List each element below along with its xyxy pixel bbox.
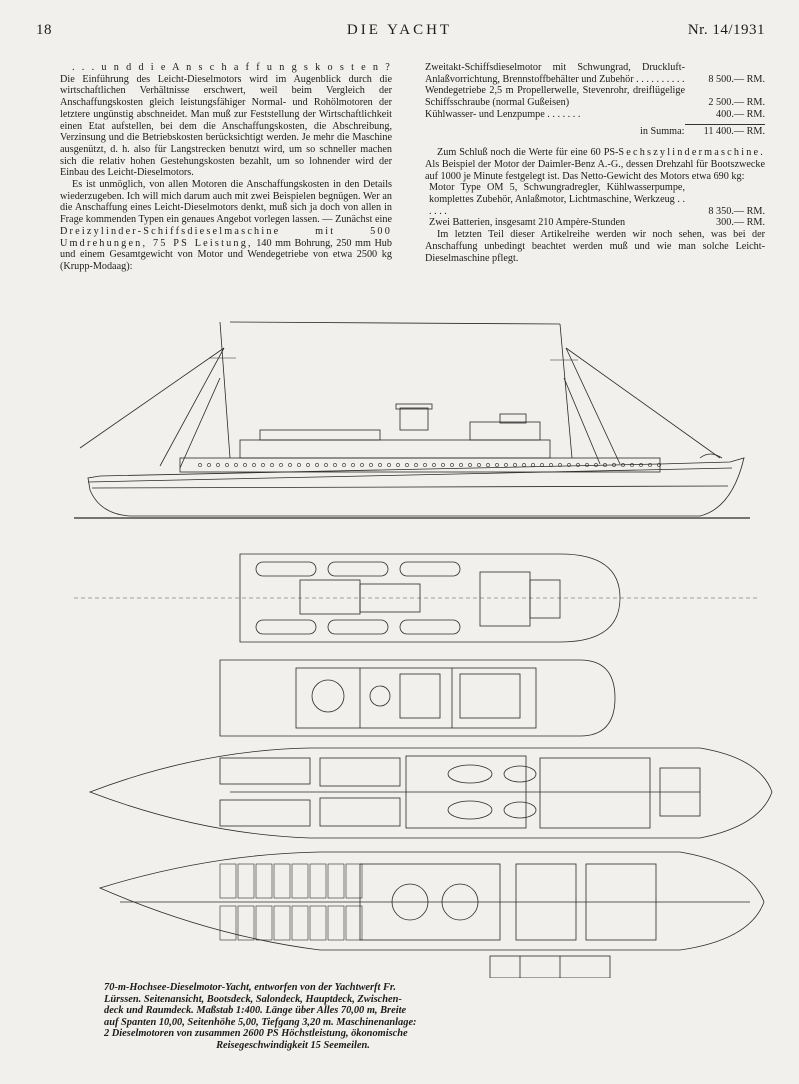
porthole (459, 463, 462, 466)
porthole (432, 463, 435, 466)
cost-amount: 8 350.— RM. (708, 205, 765, 217)
main-deck-plan (90, 748, 772, 838)
left-column (60, 62, 392, 273)
porthole (270, 463, 273, 466)
porthole (414, 463, 417, 466)
sum-amount: 11 400.— RM. (703, 125, 765, 137)
cost-list-krupp (425, 62, 765, 121)
porthole (441, 463, 444, 466)
cost-label: Zweitakt-Schiffsdieselmotor mit Schwungrad, Druckluft-Anlaßvorrichtung, Brennstoffbehälter und Zubehör . . . . . . . . . . (425, 62, 685, 85)
issue-number: Nr. 14/1931 (687, 22, 765, 38)
porthole (333, 463, 336, 466)
cabin-bay (328, 864, 344, 898)
cabin-bay (256, 864, 272, 898)
cost-row (425, 62, 765, 85)
porthole (423, 463, 426, 466)
boat-deck-plan (74, 554, 760, 642)
porthole (504, 463, 507, 466)
cabin-bay (256, 906, 272, 940)
porthole (216, 463, 219, 466)
paragraph-closing: Im letzten Teil dieser Artikelreihe werden wir noch sehen, was bei der Anschaffung unbedingt beachtet werden muß und wie man solche Leicht-Dieselmaschine pflegt. (425, 229, 765, 264)
cost-label: Motor Type OM 5, Schwungradregler, Kühlwasserpumpe, komplettes Zubehör, Anlaßmotor, Lichtmaschine, Werkzeug . . . . . . (429, 182, 685, 217)
porthole (252, 463, 255, 466)
paragraph-sixcylinder (425, 147, 765, 182)
porthole (405, 463, 408, 466)
cabin-bay (292, 864, 308, 898)
porthole (288, 463, 291, 466)
porthole (396, 463, 399, 466)
porthole (225, 463, 228, 466)
paragraph-text: Als Beispiel der Motor der Daimler-Benz A.-G., dessen Drehzahl für Bootszwecke auf 1000 je Minute festgelegt ist. Das Netto-Gewicht des Motors etwa 690 kg: (425, 158, 765, 182)
caption-line: deck und Raumdeck. Maßstab 1:400. Länge über Alles 70,00 m, Breite (104, 1005, 407, 1017)
cabin-bay (220, 864, 236, 898)
sum-divider (685, 124, 765, 125)
side-elevation (74, 322, 750, 518)
porthole (279, 463, 282, 466)
porthole (234, 463, 237, 466)
porthole (531, 463, 534, 466)
porthole (261, 463, 264, 466)
paragraph-text: Die Einführung des Leicht-Dieselmotors wird im Augenblick durch die wirtschaftlichen Verhältnisse erschwert, weil beim Vergleich der Anschaffungskosten gleich leistungsfähiger Normal- und Rohölmotoren der letztere ungünstig abschneidet. Man muß zur Feststellung der Wirtschaftlichkeit einen Etat aufstellen, bei dem die Anschaffungskosten, die Abschreibung, Verzinsung und die Betriebskosten berücksichtigt werden. Je mehr die Maschine ausgenützt, d. h. also für Langstrecken benutzt wird, um so schneller machen sich die relativ hohen Gestehungskosten bezahlt, um so lohnender wird der Einbau des Leicht-Dieselmotors. (60, 73, 392, 179)
cost-amount: 300.— RM. (716, 217, 765, 229)
porthole (243, 463, 246, 466)
cost-row (425, 85, 765, 108)
porthole (342, 463, 345, 466)
cost-row (429, 217, 765, 229)
cost-label: Kühlwasser- und Lenzpumpe . . . . . . . (425, 108, 581, 120)
cabin-bay (328, 906, 344, 940)
porthole (486, 463, 489, 466)
porthole (495, 463, 498, 466)
spaced-heading: . . . u n d d i e A n s c h a f f u n g s k o s t e n ? (72, 62, 392, 73)
figure-caption (104, 982, 482, 1052)
porthole (306, 463, 309, 466)
lower-deck-plan (100, 852, 764, 950)
cabin-bay (310, 906, 326, 940)
paragraph-examples (60, 179, 392, 273)
salon-deck-plan (220, 660, 615, 736)
porthole (540, 463, 543, 466)
porthole (360, 463, 363, 466)
cabin-bay (292, 906, 308, 940)
porthole (639, 463, 642, 466)
porthole (207, 463, 210, 466)
right-column (425, 62, 765, 264)
cost-amount: 2 500.— RM. (708, 97, 765, 109)
caption-line: Lürssen. Seitenansicht, Bootsdeck, Salondeck, Hauptdeck, Zwischen- (104, 993, 402, 1005)
paragraph-text: Es ist unmöglich, von allen Motoren die Anschaffungskosten in den Details wiederzugeben. Ich will mich darum auch mit zwei Beispielen begnügen. Wer an die Anschaffung eines Leicht-Dieselmotors denkt, muß sich ja doch von allen in Frage kommenden Typen ein genaues Angebot vorlegen lassen. — Zunächst eine (60, 179, 392, 226)
caption-line: Reisegeschwindigkeit 15 Seemeilen. (216, 1039, 370, 1051)
cost-row (425, 109, 765, 121)
porthole (324, 463, 327, 466)
cabin-bay (310, 864, 326, 898)
porthole (513, 463, 516, 466)
cost-list-daimler (425, 182, 765, 229)
spaced-engine-spec: Dreizylinder-Schiffsdieselmaschine mit 500 Umdrehungen, 75 PS Leistung, (60, 225, 392, 249)
cost-label: Zwei Batterien, insgesamt 210 Ampère-Stunden (429, 217, 626, 229)
paragraph-text: Zum Schluß noch die Werte für eine 60 PS- (437, 147, 619, 159)
detail-plan (490, 956, 610, 978)
cabin-bay (238, 864, 254, 898)
porthole (585, 463, 588, 466)
cost-amount: 400.— RM. (716, 108, 765, 120)
porthole (450, 463, 453, 466)
porthole (522, 463, 525, 466)
caption-line: auf Spanten 10,00, Seitenhöhe 5,00, Tiefgang 3,20 m. Maschinenanlage: (104, 1016, 417, 1028)
caption-line: 2 Dieselmotoren von zusammen 2600 PS Höchstleistung, ökonomische (104, 1028, 408, 1040)
cabin-bay (274, 864, 290, 898)
cabin-bay (220, 906, 236, 940)
yacht-plan-drawing (60, 318, 780, 978)
cabin-bay (238, 906, 254, 940)
cost-amount: 8 500.— RM. (708, 73, 765, 85)
porthole (387, 463, 390, 466)
spaced-engine-type: Sechszylindermaschine. (618, 147, 765, 159)
caption-line: 70-m-Hochsee-Dieselmotor-Yacht, entworfen von der Yachtwerft Fr. (104, 982, 396, 993)
porthole (477, 463, 480, 466)
porthole (378, 463, 381, 466)
page-number: 18 (36, 22, 52, 38)
porthole (297, 463, 300, 466)
sum-row (425, 126, 765, 138)
paragraph-costs-intro (60, 62, 392, 179)
cost-label: Wendegetriebe 2,5 m Propellerwelle, Stevenrohr, dreiflügelige Schiffsschraube (normal Gußeisen) (425, 85, 685, 109)
porthole (351, 463, 354, 466)
sum-label: in Summa: (640, 125, 685, 137)
cabin-bay (274, 906, 290, 940)
magazine-title: DIE YACHT (346, 22, 453, 38)
cost-row (429, 182, 765, 217)
paragraph-text: 140 mm Bohrung, 250 mm Hub und einem Gesamtgewicht von Motor und Wendegetriebe von etwa 2500 kg (Krupp-Modaag): (60, 237, 392, 272)
porthole (369, 463, 372, 466)
porthole (315, 463, 318, 466)
porthole (468, 463, 471, 466)
porthole (198, 463, 201, 466)
